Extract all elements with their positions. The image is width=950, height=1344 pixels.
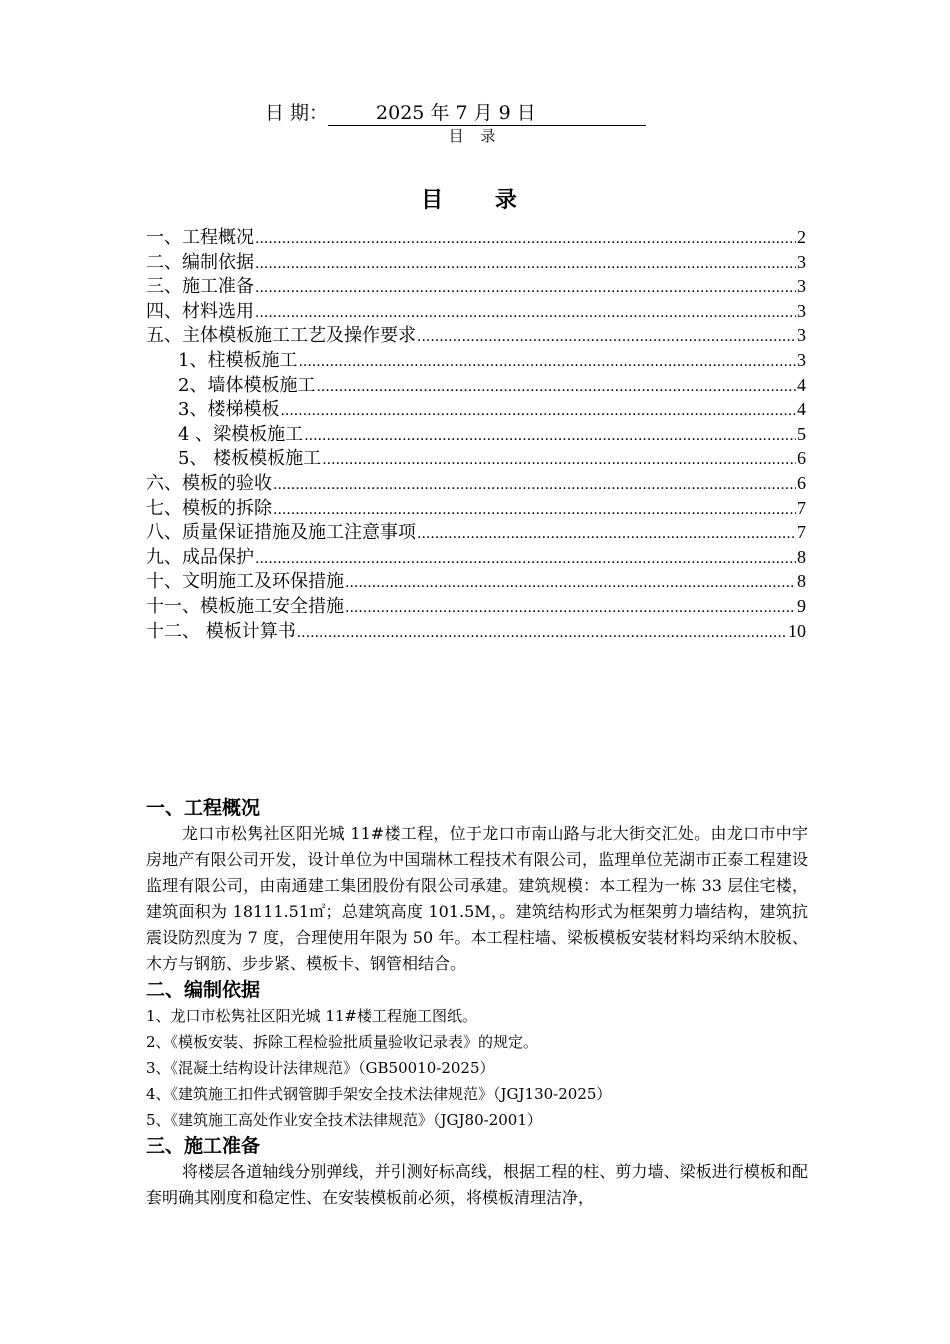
toc-leader <box>255 252 796 277</box>
toc-entry-page: 5 <box>797 423 806 444</box>
toc-entry-page: 4 <box>797 399 806 420</box>
list-item: 3、《混凝土结构设计法律规范》（GB50010-2025） <box>146 1059 495 1077</box>
toc-entry-title: 一、工程概况 <box>146 227 254 248</box>
date-label: 日 期： <box>265 102 329 124</box>
table-of-contents <box>146 225 806 643</box>
toc-entry-page: 3 <box>797 325 806 346</box>
toc-entry-page: 8 <box>797 571 806 592</box>
date-line <box>265 98 646 126</box>
toc-entry-title: 二、编制依据 <box>146 251 254 273</box>
toc-entry-page: 3 <box>797 276 806 297</box>
toc-entry[interactable] <box>146 496 806 521</box>
toc-entry[interactable] <box>146 471 806 496</box>
toc-subentry[interactable] <box>146 348 806 373</box>
toc-entry-page: 3 <box>797 300 806 321</box>
toc-entry-title: 九、成品保护 <box>146 546 254 568</box>
toc-title: 目 录 <box>421 187 539 213</box>
toc-entry-title: 5、 楼板模板施工 <box>178 448 322 470</box>
toc-entry-title: 四、材料选用 <box>146 300 254 322</box>
toc-entry-page: 2 <box>797 227 806 247</box>
section-paragraph: 将楼层各道轴线分别弹线，并引测好标高线，根据工程的柱、剪力墙、梁板进行模板和配套明确其刚度和稳定性、在安装模板前必须，将模板清理洁净， <box>146 1162 808 1207</box>
toc-entry-title: 2、墙体模板施工 <box>178 374 316 396</box>
toc-leader <box>255 276 796 301</box>
toc-entry-title: 十一、模板施工安全措施 <box>146 595 344 617</box>
toc-entry[interactable] <box>146 594 806 619</box>
toc-entry-page: 3 <box>797 251 806 272</box>
toc-entry[interactable] <box>146 619 806 644</box>
toc-leader <box>345 571 796 596</box>
section-heading: 一、工程概况 <box>146 797 261 819</box>
toc-entry[interactable] <box>146 569 806 594</box>
toc-entry-page: 8 <box>797 546 806 567</box>
section-heading: 三、施工准备 <box>146 1135 261 1157</box>
list-item: 5、《建筑施工高处作业安全技术法律规范》（JGJ80-2001） <box>146 1111 542 1129</box>
toc-leader <box>273 473 796 498</box>
toc-entry[interactable] <box>146 250 806 275</box>
toc-entry-title: 五、主体模板施工工艺及操作要求 <box>146 325 416 347</box>
toc-entry-title: 1、柱模板施工 <box>178 349 298 371</box>
toc-leader <box>316 375 796 400</box>
toc-leader <box>345 596 796 621</box>
toc-leader <box>417 522 796 547</box>
list-item: 1、龙口市松隽社区阳光城 11#楼工程施工图纸。 <box>146 1007 477 1025</box>
toc-entry-title: 十、文明施工及环保措施 <box>146 571 344 593</box>
toc-subentry[interactable] <box>146 373 806 398</box>
toc-subentry[interactable] <box>146 446 806 471</box>
toc-entry-title: 八、质量保证措施及施工注意事项 <box>146 522 416 544</box>
toc-entry[interactable] <box>146 274 806 299</box>
toc-entry-page: 4 <box>797 374 806 395</box>
list-item: 4、《建筑施工扣件式钢管脚手架安全技术法律规范》（JGJ130-2025） <box>146 1085 612 1103</box>
toc-entry-page: 6 <box>797 448 806 469</box>
toc-entry[interactable] <box>146 545 806 570</box>
toc-leader <box>304 424 796 449</box>
toc-entry-page: 10 <box>788 620 806 641</box>
toc-subentry[interactable] <box>146 422 806 447</box>
toc-entry-title: 3、楼梯模板 <box>178 399 280 421</box>
toc-entry[interactable] <box>146 323 806 348</box>
section-paragraph: 龙口市松隽社区阳光城 11#楼工程，位于龙口市南山路与北大街交汇处。由龙口市中宇房地产有限公司开发，设计单位为中国瑞林工程技术有限公司，监理单位芜湖市正泰工程建设监理有限公司，由南通建工集团股份有限公司承建。建筑规模：本工程为一栋 33 层住宅楼，建筑面积为 18111.51㎡；总建筑高度 101.5M，。建筑结构形式为框架剪力墙结构，建筑抗震设防烈度为 7 度，合理使用年限为 50 年。本工程柱墙、梁板模板安装材料均采纳木胶板、木方与钢筋、步步紧、模板卡、钢管相结合。 <box>146 824 808 973</box>
toc-leader <box>273 498 796 523</box>
toc-leader <box>280 399 796 424</box>
toc-entry[interactable] <box>146 520 806 545</box>
toc-entry-page: 7 <box>797 497 806 518</box>
toc-entry-title: 七、模板的拆除 <box>146 497 272 519</box>
toc-leader <box>417 325 796 350</box>
toc-leader <box>255 547 796 572</box>
section-heading: 二、编制依据 <box>146 979 261 1001</box>
toc-leader <box>255 227 796 252</box>
toc-entry-title: 十二、 模板计算书 <box>146 620 296 642</box>
toc-entry-page: 3 <box>797 349 806 370</box>
document-body <box>146 795 808 1211</box>
toc-entry-page: 9 <box>797 595 806 616</box>
toc-entry-page: 6 <box>797 472 806 493</box>
toc-entry[interactable] <box>146 299 806 324</box>
list-item: 2、《模板安装、拆除工程检验批质量验收记录表》的规定。 <box>146 1033 539 1051</box>
toc-entry-title: 4 、梁模板施工 <box>178 423 304 445</box>
toc-leader <box>298 350 796 375</box>
toc-leader <box>322 448 796 473</box>
date-value: 2025 年 7 月 9 日 <box>328 98 646 126</box>
toc-entry-page: 7 <box>797 522 806 543</box>
toc-subentry[interactable] <box>146 397 806 422</box>
toc-leader <box>255 301 796 326</box>
toc-entry-title: 六、模板的验收 <box>146 472 272 494</box>
small-toc-label: 目 录 <box>448 127 502 145</box>
toc-entry[interactable] <box>146 225 806 250</box>
toc-entry-title: 三、施工准备 <box>146 276 254 298</box>
toc-leader <box>297 621 787 646</box>
